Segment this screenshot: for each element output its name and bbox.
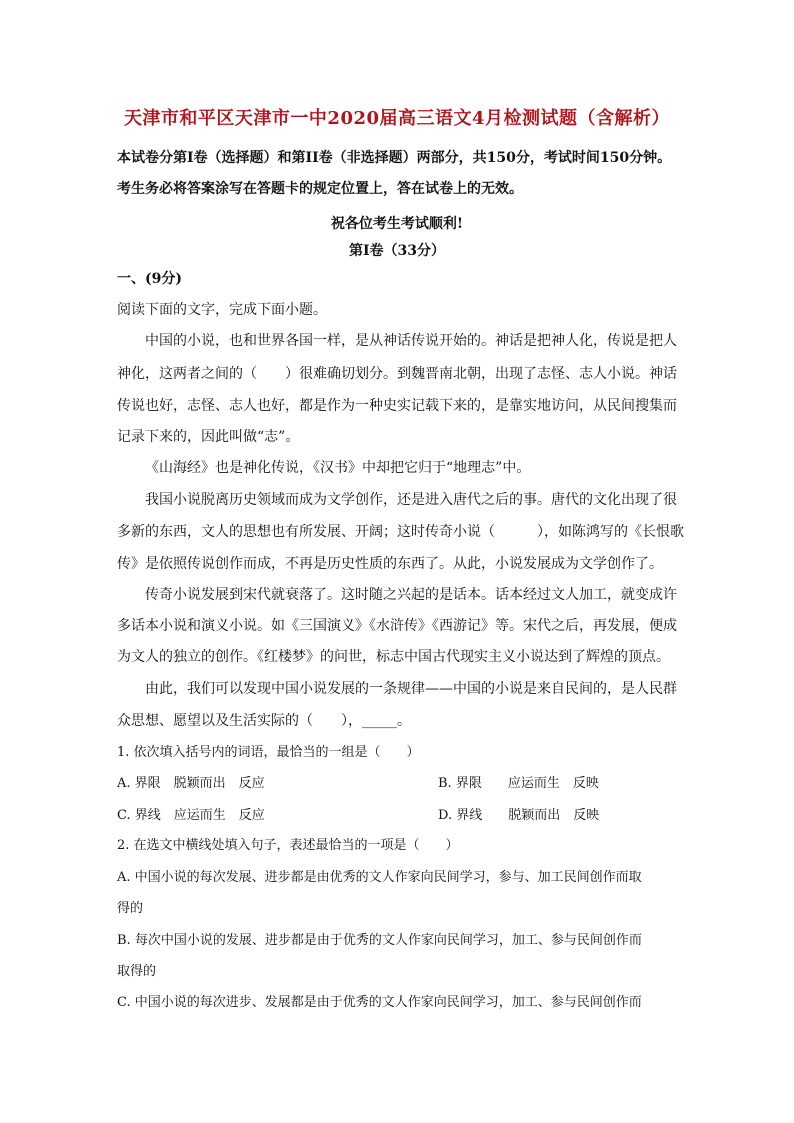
question-2-option-b: B. 每次中国小说的发展、进步都是由于优秀的文人作家向民间学习，加工、参与民间创作而 <box>117 933 642 948</box>
section-title: 第Ⅰ卷（33分） <box>348 243 446 259</box>
passage-line: 为文人的独立的创作。《红楼梦》的问世，标志中国古代现实主义小说达到了辉煌的顶点。 <box>117 649 670 665</box>
part-heading: 一、(9分) <box>117 271 182 287</box>
passage-line: 多话本小说和演义小说。如《三国演义》《水浒传》《西游记》等。宋代之后，再发展，便成 <box>117 618 677 634</box>
passage-line: 传奇小说发展到宋代就衰落了。这时随之兴起的是话本。话本经过文人加工，就变成许 <box>145 587 677 603</box>
passage-line: 多新的东西，文人的思想也有所发展、开阔；这时传奇小说（ ），如陈鸿写的《长恨歌 <box>117 524 684 540</box>
passage-line: 我国小说脱离历史领域而成为文学创作，还是进入唐代之后的事。唐代的文化出现了很 <box>145 492 677 508</box>
passage-line: 传》是依照传说创作而成，不再是历史性质的东西了。从此，小说发展成为文学创作了。 <box>117 556 663 572</box>
question-2-option-a: A. 中国小说的每次发展、进步都是由优秀的文人作家向民间学习，参与、加工民间创作而取 <box>117 870 642 885</box>
question-1-stem: 1. 依次填入括号内的词语，最恰当的一组是（ ） <box>117 745 420 760</box>
passage-line: 由此，我们可以发现中国小说发展的一条规律——中国的小说是来自民间的，是人民群 <box>145 681 677 697</box>
good-luck-text: 祝各位考生考试顺利! <box>330 216 464 232</box>
question-1-option-a: A. 界限 脱颖而出 反应 <box>117 776 265 791</box>
question-1-option-d: D. 界线 脱颖而出 反映 <box>438 808 600 823</box>
passage-line: 传说也好，志怪、志人也好，都是作为一种史实记载下来的，是靠实地访问，从民间搜集而 <box>117 398 677 414</box>
question-1-option-b: B. 界限 应运而生 反映 <box>438 776 599 791</box>
intro-line-1: 本试卷分第I卷（选择题）和第II卷（非选择题）两部分，共150分，考试时间150分钟。 <box>117 150 672 166</box>
instruction-text: 阅读下面的文字，完成下面小题。 <box>117 302 327 318</box>
passage-line: 神化，这两者之间的（ ）很难确切划分。到魏晋南北朝，出现了志怪、志人小说。神话 <box>117 366 677 382</box>
document-title: 天津市和平区天津市一中2020届高三语文4月检测试题（含解析） <box>123 108 671 129</box>
passage-line: 众思想、愿望以及生活实际的（ ），_____。 <box>117 713 411 729</box>
passage-line: 《山海经》也是神化传说，《汉书》中却把它归于“地理志”中。 <box>145 460 531 476</box>
question-2-option-b-cont: 取得的 <box>117 964 157 979</box>
passage-line: 记录下来的，因此叫做“志”。 <box>117 429 300 445</box>
question-2-stem: 2. 在选文中横线处填入句子，表述最恰当的一项是（ ） <box>117 838 459 853</box>
question-2-option-a-cont: 得的 <box>117 901 144 916</box>
question-1-option-c: C. 界线 应运而生 反应 <box>117 808 265 823</box>
question-2-option-c: C. 中国小说的每次进步、发展都是由于优秀的文人作家向民间学习，加工、参与民间创作而 <box>117 995 642 1010</box>
passage-line: 中国的小说，也和世界各国一样，是从神话传说开始的。神话是把神人化，传说是把人 <box>145 333 677 349</box>
intro-line-2: 考生务必将答案涂写在答题卡的规定位置上，答在试卷上的无效。 <box>117 181 523 197</box>
